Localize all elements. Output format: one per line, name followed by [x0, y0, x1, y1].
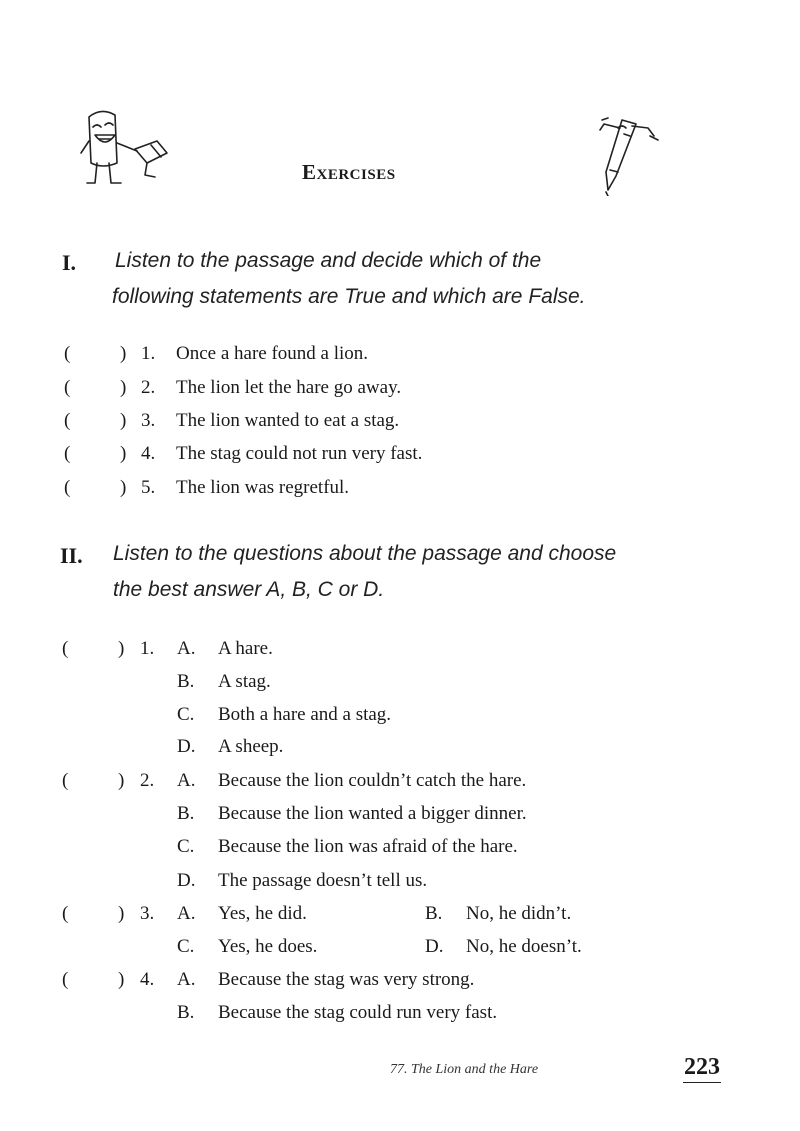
option-text: Yes, he does. — [218, 936, 318, 957]
option-letter: A. — [177, 770, 196, 791]
section-1-instruction-line-1: Listen to the passage and decide which of the — [115, 249, 542, 272]
option-letter: B. — [177, 1002, 195, 1023]
item-number: 3. — [141, 410, 156, 431]
statement-text: The lion wanted to eat a stag. — [176, 410, 400, 431]
option-letter: A. — [177, 638, 196, 659]
option-text: Because the stag was very strong. — [218, 969, 475, 990]
laughing-eraser-illustration-icon — [75, 105, 190, 190]
option-text: Yes, he did. — [218, 903, 307, 924]
option-letter: B. — [177, 671, 195, 692]
option-letter: C. — [177, 936, 195, 957]
option-letter: A. — [177, 969, 196, 990]
option-letter: D. — [177, 736, 196, 757]
page-number: 223 — [684, 1054, 720, 1080]
option-text: No, he doesn’t. — [466, 936, 582, 957]
option-text: A stag. — [218, 671, 271, 692]
section-2-number: II. — [60, 543, 83, 568]
section-1-instruction-line-2: following statements are True and which are False. — [112, 285, 586, 308]
answer-blank-close: ) — [120, 443, 127, 464]
answer-blank-open: ( — [64, 410, 71, 431]
option-letter: A. — [177, 903, 196, 924]
option-letter: C. — [177, 836, 195, 857]
option-text: Because the stag could run very fast. — [218, 1002, 498, 1023]
option-letter: C. — [177, 704, 195, 725]
answer-blank-close: ) — [120, 410, 127, 431]
answer-blank-open: ( — [64, 377, 71, 398]
page-number-underline — [683, 1082, 721, 1083]
footer-lesson-title: 77. The Lion and the Hare — [390, 1062, 539, 1077]
option-text: No, he didn’t. — [466, 903, 572, 924]
option-letter: D. — [425, 936, 444, 957]
answer-blank-open: ( — [62, 903, 69, 924]
answer-blank-close: ) — [120, 477, 127, 498]
answer-blank-open: ( — [62, 638, 69, 659]
statement-text: Once a hare found a lion. — [176, 343, 369, 364]
answer-blank-close: ) — [120, 343, 127, 364]
option-text: The passage doesn’t tell us. — [218, 870, 428, 891]
option-text: Because the lion wanted a bigger dinner. — [218, 803, 527, 824]
option-text: Because the lion couldn’t catch the hare. — [218, 770, 527, 791]
section-2-instruction-line-1: Listen to the questions about the passage and choose — [113, 542, 617, 565]
answer-blank-close: ) — [118, 903, 125, 924]
item-number: 1. — [141, 343, 156, 364]
statement-text: The lion let the hare go away. — [176, 377, 402, 398]
option-text: A hare. — [218, 638, 273, 659]
section-1-number: I. — [62, 250, 77, 275]
option-text: A sheep. — [218, 736, 284, 757]
answer-blank-close: ) — [120, 377, 127, 398]
answer-blank-open: ( — [62, 770, 69, 791]
option-letter: B. — [425, 903, 443, 924]
question-number: 3. — [140, 903, 155, 924]
option-text: Because the lion was afraid of the hare. — [218, 836, 518, 857]
pencil-character-illustration-icon — [596, 106, 666, 196]
section-2-instruction-line-2: the best answer A, B, C or D. — [113, 578, 385, 601]
item-number: 5. — [141, 477, 156, 498]
answer-blank-close: ) — [118, 770, 125, 791]
item-number: 2. — [141, 377, 156, 398]
answer-blank-open: ( — [64, 443, 71, 464]
option-letter: B. — [177, 803, 195, 824]
answer-blank-open: ( — [64, 477, 71, 498]
page-title: Exercises — [302, 160, 396, 184]
question-number: 4. — [140, 969, 155, 990]
question-number: 2. — [140, 770, 155, 791]
option-letter: D. — [177, 870, 196, 891]
option-text: Both a hare and a stag. — [218, 704, 392, 725]
statement-text: The stag could not run very fast. — [176, 443, 423, 464]
answer-blank-close: ) — [118, 638, 125, 659]
answer-blank-close: ) — [118, 969, 125, 990]
item-number: 4. — [141, 443, 156, 464]
answer-blank-open: ( — [62, 969, 69, 990]
answer-blank-open: ( — [64, 343, 71, 364]
question-number: 1. — [140, 638, 155, 659]
statement-text: The lion was regretful. — [176, 477, 350, 498]
